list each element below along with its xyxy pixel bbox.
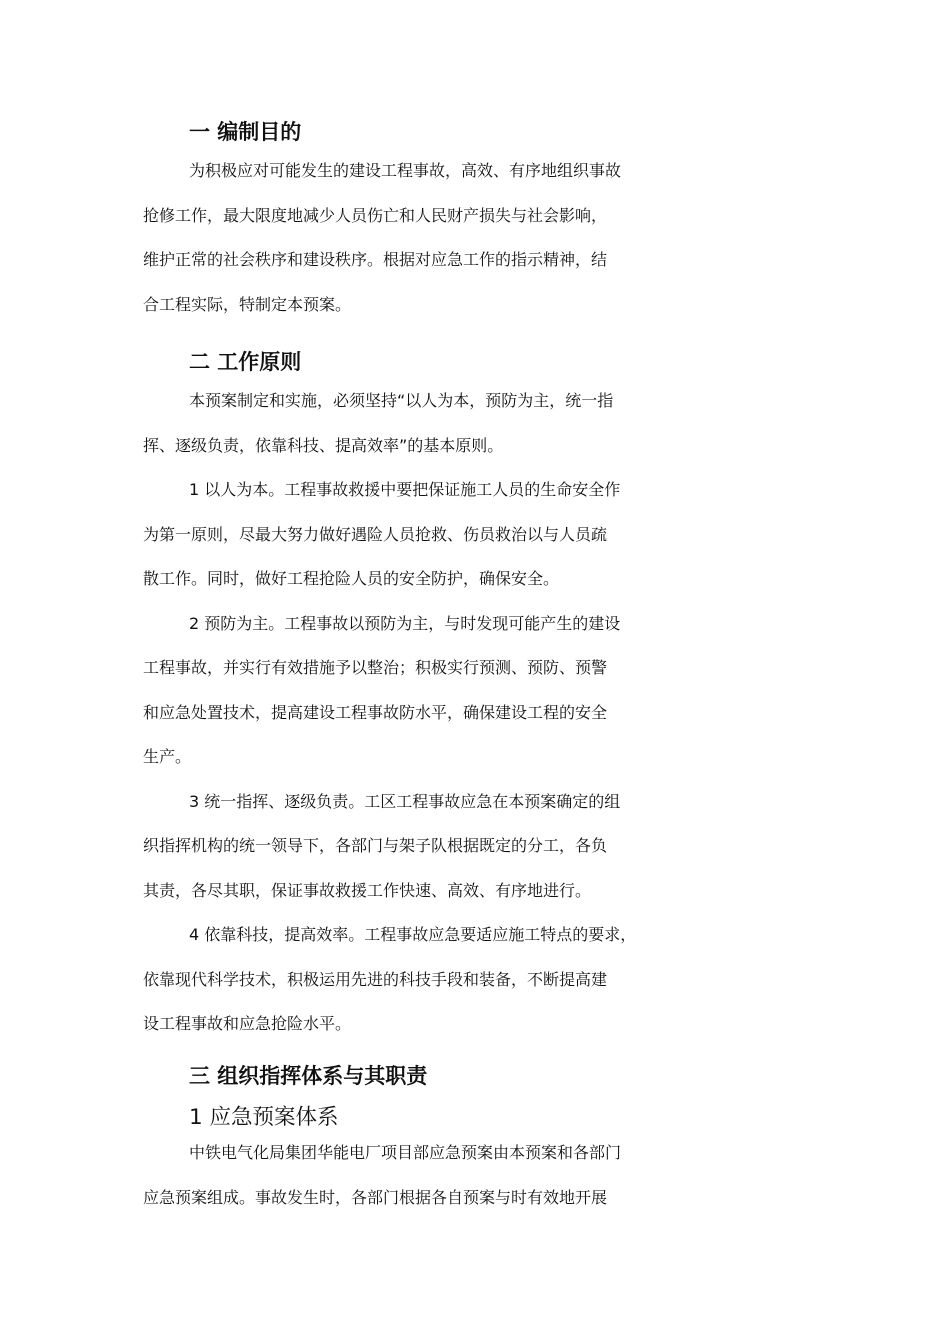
text-line: 织指挥机构的统一领导下，各部门与架子队根据既定的分工，各负	[143, 836, 608, 855]
principle-4	[143, 922, 823, 1056]
section-3-paragraph	[143, 1140, 823, 1229]
principle-3	[143, 789, 823, 923]
section-2-intro	[143, 388, 823, 477]
text-line: 依靠现代科学技术，积极运用先进的科技手段和装备，不断提高建	[143, 969, 608, 989]
text-line: 3 统一指挥、逐级负责。工区工程事故应急在本预案确定的组	[189, 791, 621, 811]
text-line: 抢修工作，最大限度地减少人员伤亡和人民财产损失与社会影响，	[143, 205, 608, 225]
text-line: 为第一原则，尽最大努力做好遇险人员抢救、伤员救治以与人员疏	[143, 524, 608, 544]
text-line: 4 依靠科技，提高效率。工程事故应急要适应施工特点的要求，	[189, 925, 637, 944]
text-line: 工程事故，并实行有效措施予以整治；积极实行预测、预防、预警	[143, 658, 608, 677]
text-line: 挥、逐级负责，依靠科技、提高效率”的基本原则。	[143, 435, 504, 455]
principle-1	[143, 477, 823, 611]
text-line: 合工程实际，特制定本预案。	[143, 294, 352, 314]
text-line: 和应急处置技术，提高建设工程事故防水平，确保建设工程的安全	[143, 702, 608, 722]
text-line: 散工作。同时，做好工程抢险人员的安全防护，确保安全。	[143, 569, 560, 588]
text-line: 为积极应对可能发生的建设工程事故，高效、有序地组织事故	[189, 161, 622, 180]
section-heading-3: 三 组织指挥体系与其职责	[189, 1063, 428, 1088]
text-line: 维护正常的社会秩序和建设秩序。根据对应急工作的指示精神，结	[143, 250, 608, 269]
principle-2	[143, 611, 823, 789]
text-line: 应急预案组成。事故发生时，各部门根据各自预案与时有效地开展	[143, 1187, 608, 1207]
text-line: 2 预防为主。工程事故以预防为主，与时发现可能产生的建设	[189, 613, 621, 633]
text-line: 本预案制定和实施，必须坚持“以人为本，预防为主，统一指	[189, 391, 614, 410]
text-line: 生产。	[143, 747, 192, 766]
text-line: 1 以人为本。工程事故救援中要把保证施工人员的生命安全作	[189, 480, 621, 499]
text-line: 中铁电气化局集团华能电厂项目部应急预案由本预案和各部门	[189, 1143, 622, 1162]
text-line: 设工程事故和应急抢险水平。	[143, 1014, 352, 1033]
subsection-heading-1: 1 应急预案体系	[189, 1104, 339, 1130]
section-heading-1: 一 编制目的	[189, 120, 302, 144]
section-heading-2: 二 工作原则	[189, 350, 302, 374]
text-line: 其责，各尽其职，保证事故救援工作快速、高效、有序地进行。	[143, 880, 592, 900]
section-1-paragraph	[143, 158, 823, 336]
document-body	[143, 112, 823, 1229]
